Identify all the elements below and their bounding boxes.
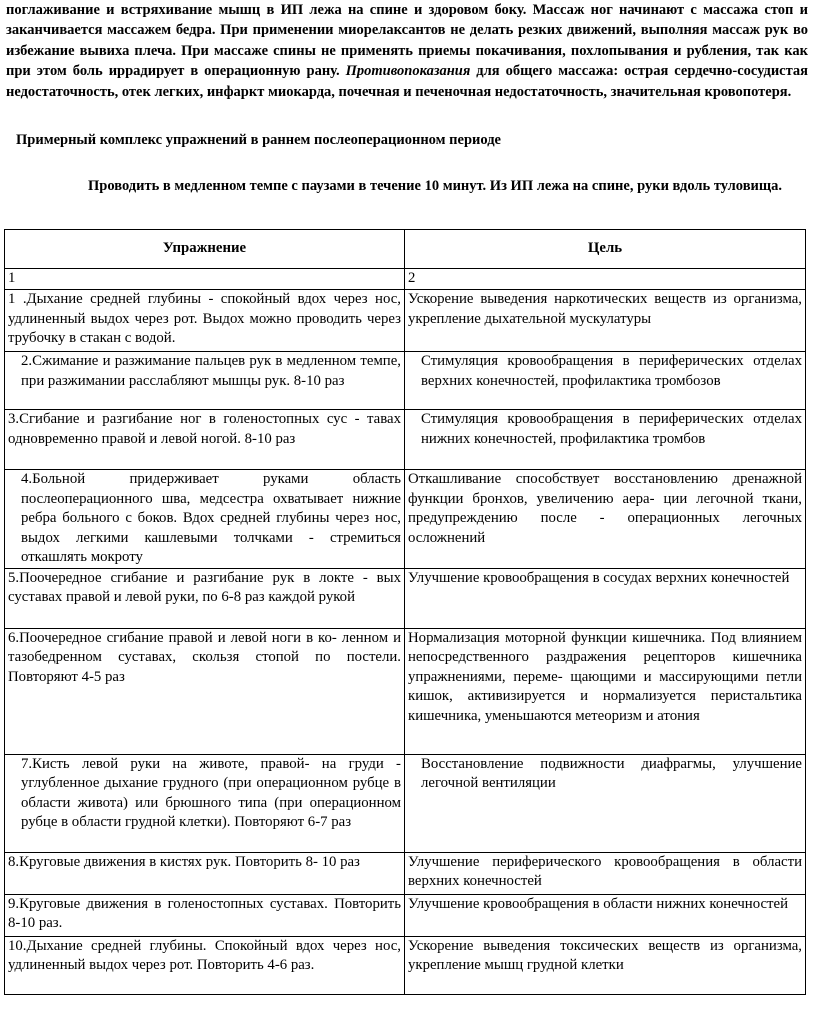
table-row [5,628,806,754]
table-row [5,936,806,994]
goal-cell: Стимуляция кровообращения в периферических отделах верхних конечностей, профилактика тромбозов [405,352,806,410]
massage-text [6,0,808,102]
table-row [5,754,806,852]
colnum-2: 2 [405,269,806,290]
procedure-text: Проводить в медленном темпе с паузами в течение 10 минут. Из ИП лежа на спине, руки вдоль туловища. [88,178,782,194]
goal-cell: Нормализация моторной функции кишечника. Под влиянием непосредственного раздражения рецепторов кишечника упражнениями, переме- щающими и массирующими петли кишок, активизируется и нормализуется перистальтика кишечника, уменьшаются метеоризм и атония [405,628,806,754]
contraindications-text: для общего массажа: острая сердечно-сосудистая недостаточность, отек легких, инфаркт миокарда, почечная и печеночная недостаточность, значительная кровопотеря. [6,63,809,100]
table-row [5,470,806,569]
exercise-cell: 1 .Дыхание средней глубины - спокойный вдох через нос, удлиненный выдох через рот. Выдох можно проводить через трубочку в стакан с водой. [5,290,405,352]
table-header-row [5,230,806,269]
contraindications-label: Противопоказания [345,63,471,80]
table-row [5,410,806,470]
exercise-cell: 3.Сгибание и разгибание ног в голеностопных сус - тавах одновременно правой и левой ногой. 8-10 раз [5,410,405,470]
exercise-cell: 7.Кисть левой руки на животе, правой- на груди - углубленное дыхание грудного (при операционном рубце в области живота) или брюшного типа (при операционном рубце в области грудной клетки). Повторяют 6-7 раз [5,754,405,852]
exercise-cell: 9.Круговые движения в голеностопных суставах. Повторить 8-10 раз. [5,894,405,936]
table-row [5,852,806,894]
table-row [5,894,806,936]
massage-line: поглаживание и встряхивание мышц в ИП лежа на спине и здоровом боку. Массаж ног начинают с массажа стоп и заканчивается массажем бедра. При применении миорелаксантов не делать резких движений, выполняя массаж рук во избежание вывиха плеча. При массаже спины не применять приемы покачивания, похлопывания и рубления, так как при этом боль иррадирует в операционную рану. [6,2,808,80]
table-row [5,568,806,628]
goal-cell: Улучшение периферического кровообращения в области верхних конечностей [405,852,806,894]
table-colnum-row [5,269,806,290]
exercise-cell: 8.Круговые движения в кистях рук. Повторить 8- 10 раз [5,852,405,894]
exercise-cell: 2.Сжимание и разжимание пальцев рук в медленном темпе, при разжимании расслабляют мышцы рук. 8-10 раз [5,352,405,410]
table-row [5,290,806,352]
header-exercise: Упражнение [5,230,405,269]
colnum-1: 1 [5,269,405,290]
exercise-cell: 10.Дыхание средней глубины. Спокойный вдох через нос, удлиненный выдох через рот. Повторить 4-6 раз. [5,936,405,994]
goal-cell: Улучшение кровообращения в области нижних конечностей [405,894,806,936]
goal-cell: Ускорение выведения токсических веществ из организма, укрепление мышц грудной клетки [405,936,806,994]
goal-cell: Стимуляция кровообращения в периферических отделах нижних конечностей, профилактика тромбов [405,410,806,470]
goal-cell: Откашливание способствует восстановлению дренажной функции бронхов, увеличению аера- ции легочной ткани, предупреждению после - операционных легочных осложнений [405,470,806,569]
intro-paragraph [6,0,808,102]
exercise-cell: 5.Поочередное сгибание и разгибание рук в локте - вых суставах правой и левой руки, по 6-8 раз каждой рукой [5,568,405,628]
exercise-cell: 6.Поочередное сгибание правой и левой ноги в ко- ленном и тазобедренном суставах, скользя стопой по постели. Повторяют 4-5 раз [5,628,405,754]
table-row [5,352,806,410]
goal-cell: Улучшение кровообращения в сосудах верхних конечностей [405,568,806,628]
goal-cell: Восстановление подвижности диафрагмы, улучшение легочной вентиляции [405,754,806,852]
header-goal: Цель [405,230,806,269]
exercise-cell: 4.Больной придерживает руками область послеоперационного шва, медсестра охватывает нижние ребра больного с боков. Вдох средней глубины через нос, выдох легкими кашлевыми толчками - стремиться откашлять мокроту [5,470,405,569]
goal-cell: Ускорение выведения наркотических веществ из организма, укрепление дыхательной мускулатуры [405,290,806,352]
exercise-table [4,229,806,995]
section-title: Примерный комплекс упражнений в раннем послеоперационном периоде [16,132,501,148]
